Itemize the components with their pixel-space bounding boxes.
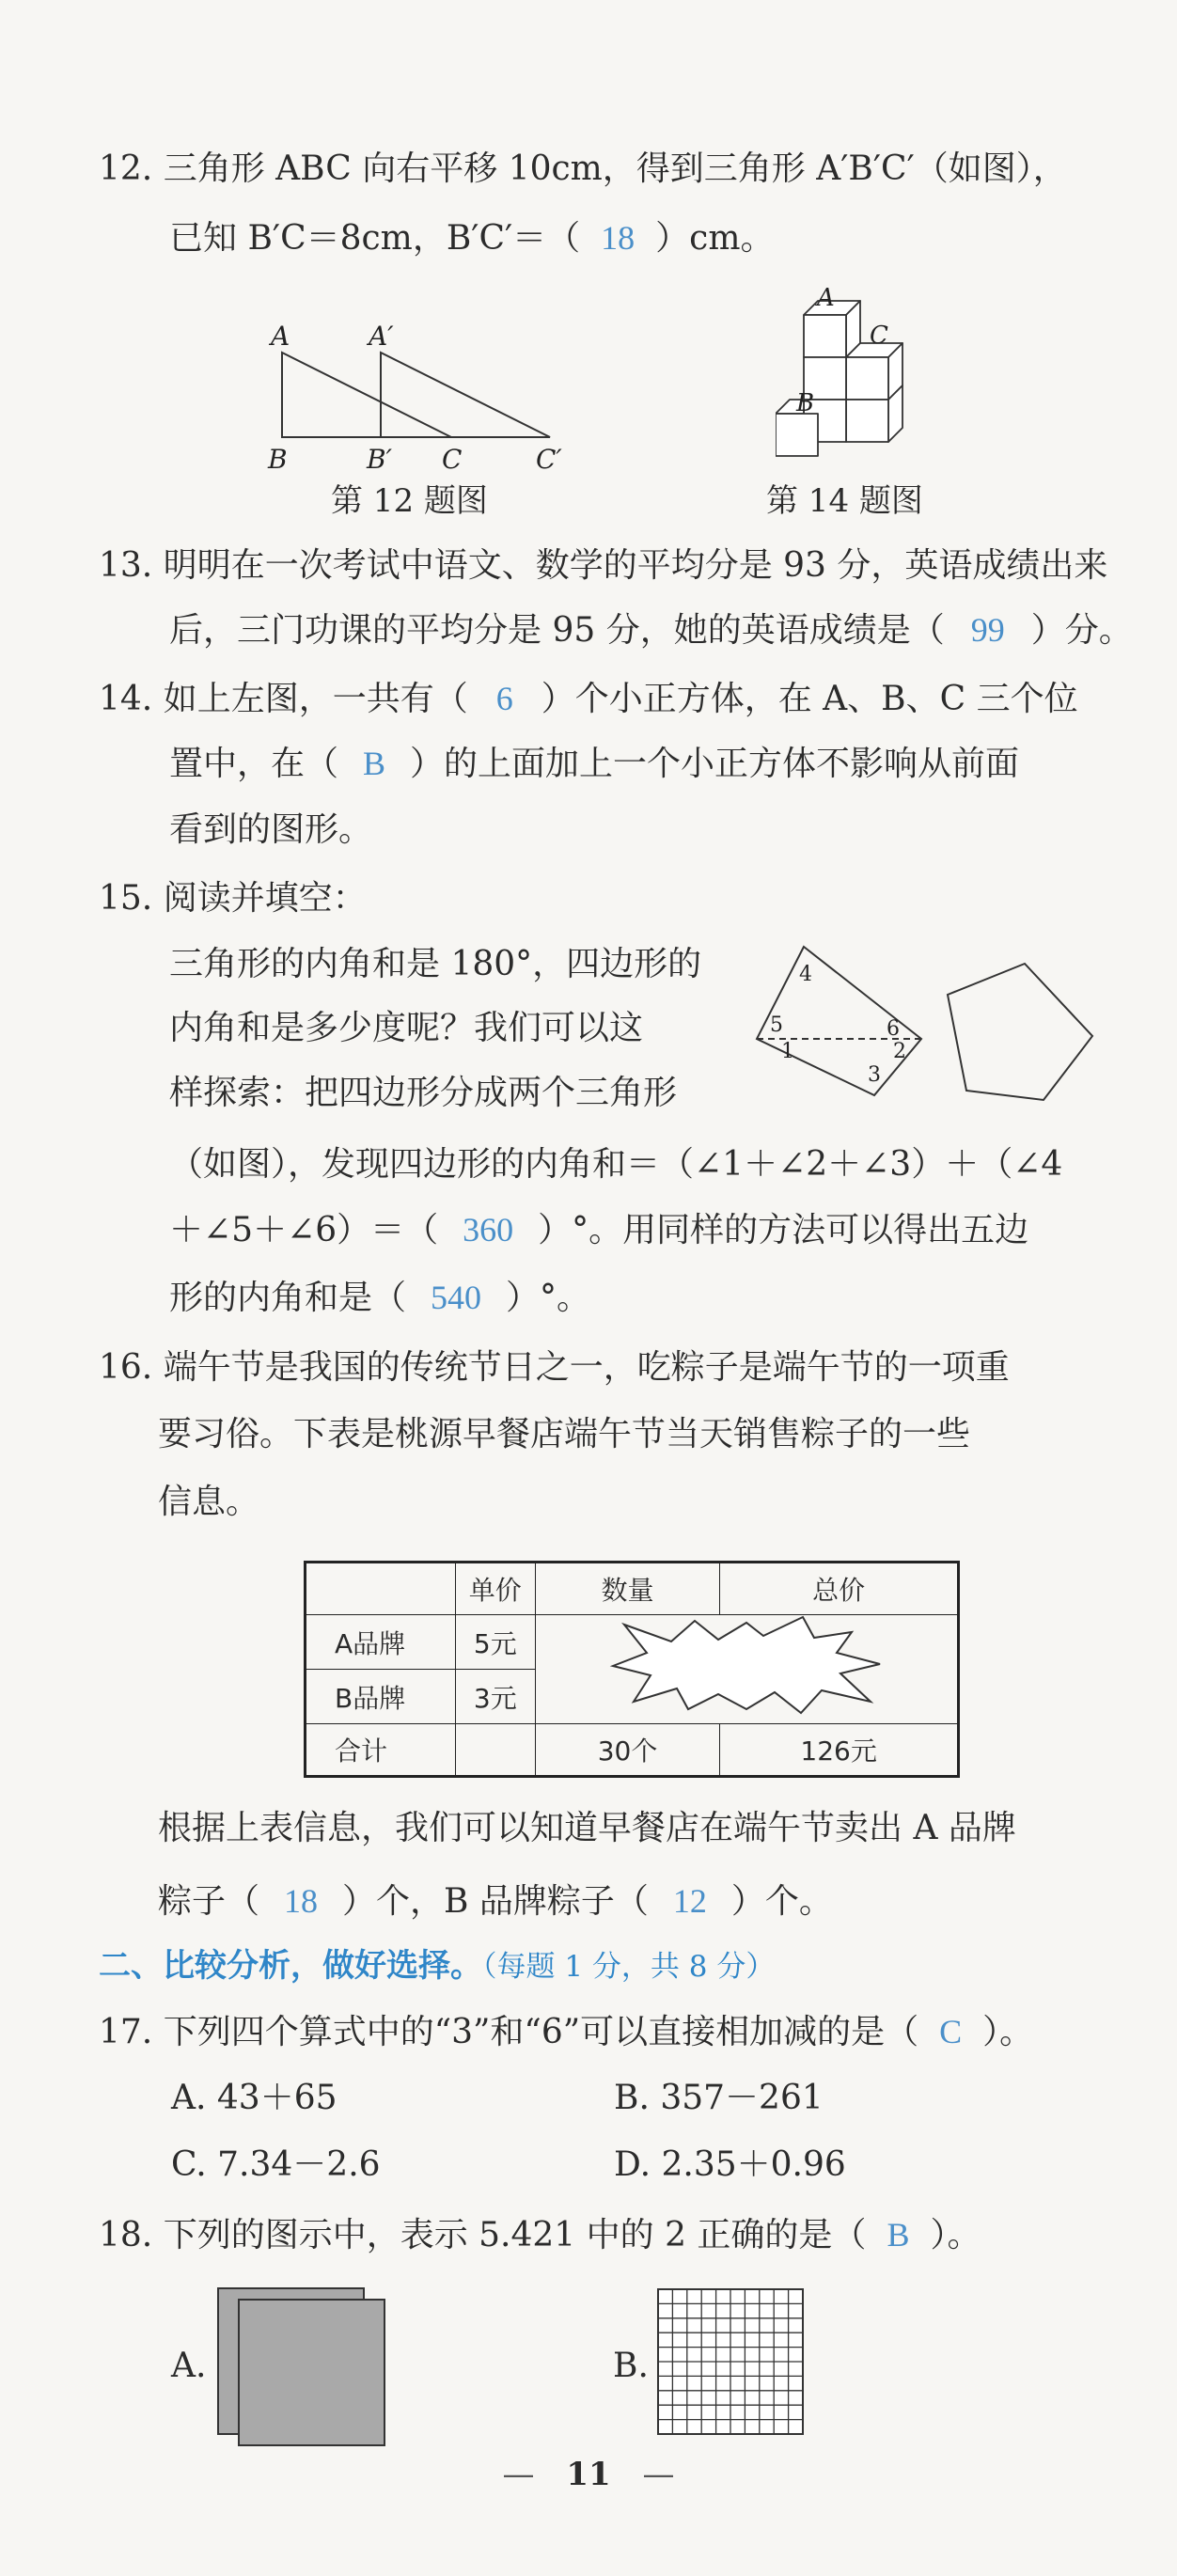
table-cell: 3元 [455, 1670, 535, 1724]
q15-line3: 内角和是多少度呢？我们可以这 [169, 1009, 644, 1047]
footer-dash-right: — [642, 2456, 675, 2493]
q13-text-pre: 后，三门功课的平均分是 95 分，她的英语成绩是（ [169, 611, 945, 650]
angle-4: 4 [799, 963, 812, 986]
q18-text-post: ）。 [930, 2216, 981, 2254]
q17-option-a: A. 43＋65 [171, 2079, 337, 2117]
footer-dash-left: — [502, 2456, 535, 2493]
q18-option-a-label: A. [171, 2347, 207, 2385]
hundredths-grid-figure [655, 2286, 806, 2437]
stain-cell [535, 1615, 958, 1724]
q15-text6-post: ）°。用同样的方法可以得出五边 [538, 1211, 1029, 1249]
q18-answer: B [887, 2216, 910, 2254]
table-cell: 5元 [455, 1615, 535, 1670]
table-header: 总价 [720, 1563, 959, 1615]
angle-1: 1 [781, 1040, 794, 1063]
figure-14-cubes [776, 287, 926, 465]
table-row [306, 1724, 959, 1777]
q14-answer-2: B [363, 745, 386, 782]
q12-text-pre: 已知 B′C＝8cm，B′C′＝（ [169, 219, 581, 258]
figure-12-triangles [263, 315, 583, 479]
q17-answer: C [939, 2013, 963, 2050]
q16-line1: 16. 端午节是我国的传统节日之一，吃粽子是端午节的一项重 [99, 1348, 1010, 1387]
page-number: 11 [566, 2456, 611, 2493]
figure-14-caption: 第 14 题图 [766, 482, 923, 520]
angle-5: 5 [770, 1013, 783, 1037]
q13-answer: 99 [970, 611, 1005, 649]
q15-line4: 样探索：把四边形分成两个三角形 [169, 1074, 678, 1112]
q13-text-post: ）分。 [1030, 611, 1133, 650]
q15-answer-2: 540 [431, 1279, 482, 1316]
q17-option-c: C. 7.34－2.6 [171, 2145, 381, 2184]
table-header: 单价 [455, 1563, 535, 1615]
label-C: C [442, 444, 463, 475]
cube-label-B: B [796, 389, 815, 417]
q14-answer-1: 6 [495, 680, 513, 717]
page-number-footer [0, 2456, 1177, 2493]
q17-text-pre: 17. 下列四个算式中的“3”和“6”可以直接相加减的是（ [99, 2013, 919, 2051]
q16-text5-mid: ）个，B 品牌粽子（ [342, 1882, 649, 1921]
q17-option-d: D. 2.35＋0.96 [614, 2145, 846, 2184]
q12-line2 [169, 215, 774, 261]
q15-line1: 15. 阅读并填空： [99, 879, 367, 918]
stacked-squares-figure [214, 2285, 393, 2449]
q15-line6 [169, 1207, 1028, 1253]
ink-blot-shape [605, 1615, 887, 1717]
q15-answer-1: 360 [463, 1211, 514, 1249]
q15-text7-post: ）°。 [506, 1279, 591, 1317]
section-2-heading [99, 1943, 775, 1989]
table-cell: B品牌 [306, 1670, 456, 1724]
section-2-title: 二、比较分析，做好选择。 [99, 1947, 482, 1985]
figure-12-caption: 第 12 题图 [331, 482, 488, 520]
q14-text-pre: 14. 如上左图，一共有（ [99, 680, 468, 718]
cube-label-A: A [817, 287, 835, 312]
q15-line2: 三角形的内角和是 180°，四边形的 [169, 945, 702, 983]
cube-label-C: C [870, 322, 888, 350]
label-B: B [268, 444, 288, 475]
table-cell [455, 1724, 535, 1777]
q17-text-post: ）。 [982, 2013, 1034, 2051]
table-header [306, 1563, 456, 1615]
q15-line7 [169, 1275, 590, 1321]
q18-text-pre: 18. 下列的图示中，表示 5.421 中的 2 正确的是（ [99, 2216, 867, 2254]
q18-option-b-label: B. [613, 2347, 649, 2385]
q14-line1 [99, 676, 1078, 722]
q15-line5: （如图），发现四边形的内角和＝（∠1＋∠2＋∠3）＋（∠4 [169, 1145, 1063, 1184]
q16-answer-2: 12 [672, 1882, 707, 1920]
q16-text5-pre: 粽子（ [158, 1882, 260, 1921]
table-header: 数量 [535, 1563, 719, 1615]
table-cell: 126元 [720, 1724, 959, 1777]
quadrilateral-figure [747, 935, 935, 1105]
q12-text-post: ）cm。 [655, 219, 775, 258]
sales-table [304, 1561, 960, 1778]
q12-line1: 12. 三角形 ABC 向右平移 10cm，得到三角形 A′B′C′（如图）， [99, 149, 1067, 188]
pentagon-figure [940, 959, 1100, 1109]
label-A: A [271, 321, 290, 352]
label-B-prime: B′ [367, 444, 392, 475]
q16-line2: 要习俗。下表是桃源早餐店端午节当天销售粽子的一些 [158, 1415, 971, 1453]
q16-line4: 根据上表信息，我们可以知道早餐店在端午节卖出 A 品牌 [158, 1809, 1016, 1847]
q17-line1 [99, 2009, 1033, 2055]
section-2-note: （每题 1 分，共 8 分） [482, 1950, 776, 1984]
q18-line1 [99, 2212, 981, 2258]
q16-line5 [158, 1878, 833, 1924]
q16-answer-1: 18 [284, 1882, 319, 1920]
q14-text-post: ）个小正方体，在 A、B、C 三个位 [541, 680, 1078, 718]
angle-3: 3 [868, 1063, 881, 1087]
table-row [306, 1615, 959, 1670]
q13-line1: 13. 明明在一次考试中语文、数学的平均分是 93 分，英语成绩出来 [99, 546, 1108, 585]
q14-text2-pre: 置中，在（ [169, 745, 339, 783]
q13-line2 [169, 607, 1133, 653]
table-cell: A品牌 [306, 1615, 456, 1670]
table-header-row [306, 1563, 959, 1615]
q16-line3: 信息。 [158, 1483, 260, 1521]
label-C-prime: C′ [536, 444, 562, 475]
q14-line2 [169, 741, 1019, 787]
q12-answer: 18 [601, 219, 636, 257]
q16-text5-post: ）个。 [730, 1882, 833, 1921]
q14-text2-post: ）的上面加上一个小正方体不影响从前面 [410, 745, 1020, 783]
q15-text7-pre: 形的内角和是（ [169, 1279, 407, 1317]
q15-text6-pre: ＋∠5＋∠6）＝（ [169, 1211, 439, 1249]
angle-6: 6 [887, 1017, 900, 1041]
table-cell: 30个 [535, 1724, 719, 1777]
label-A-prime: A′ [369, 321, 394, 352]
table-cell: 合计 [306, 1724, 456, 1777]
q14-line3: 看到的图形。 [169, 810, 373, 849]
q17-option-b: B. 357－261 [614, 2079, 824, 2117]
angle-2: 2 [893, 1040, 906, 1063]
